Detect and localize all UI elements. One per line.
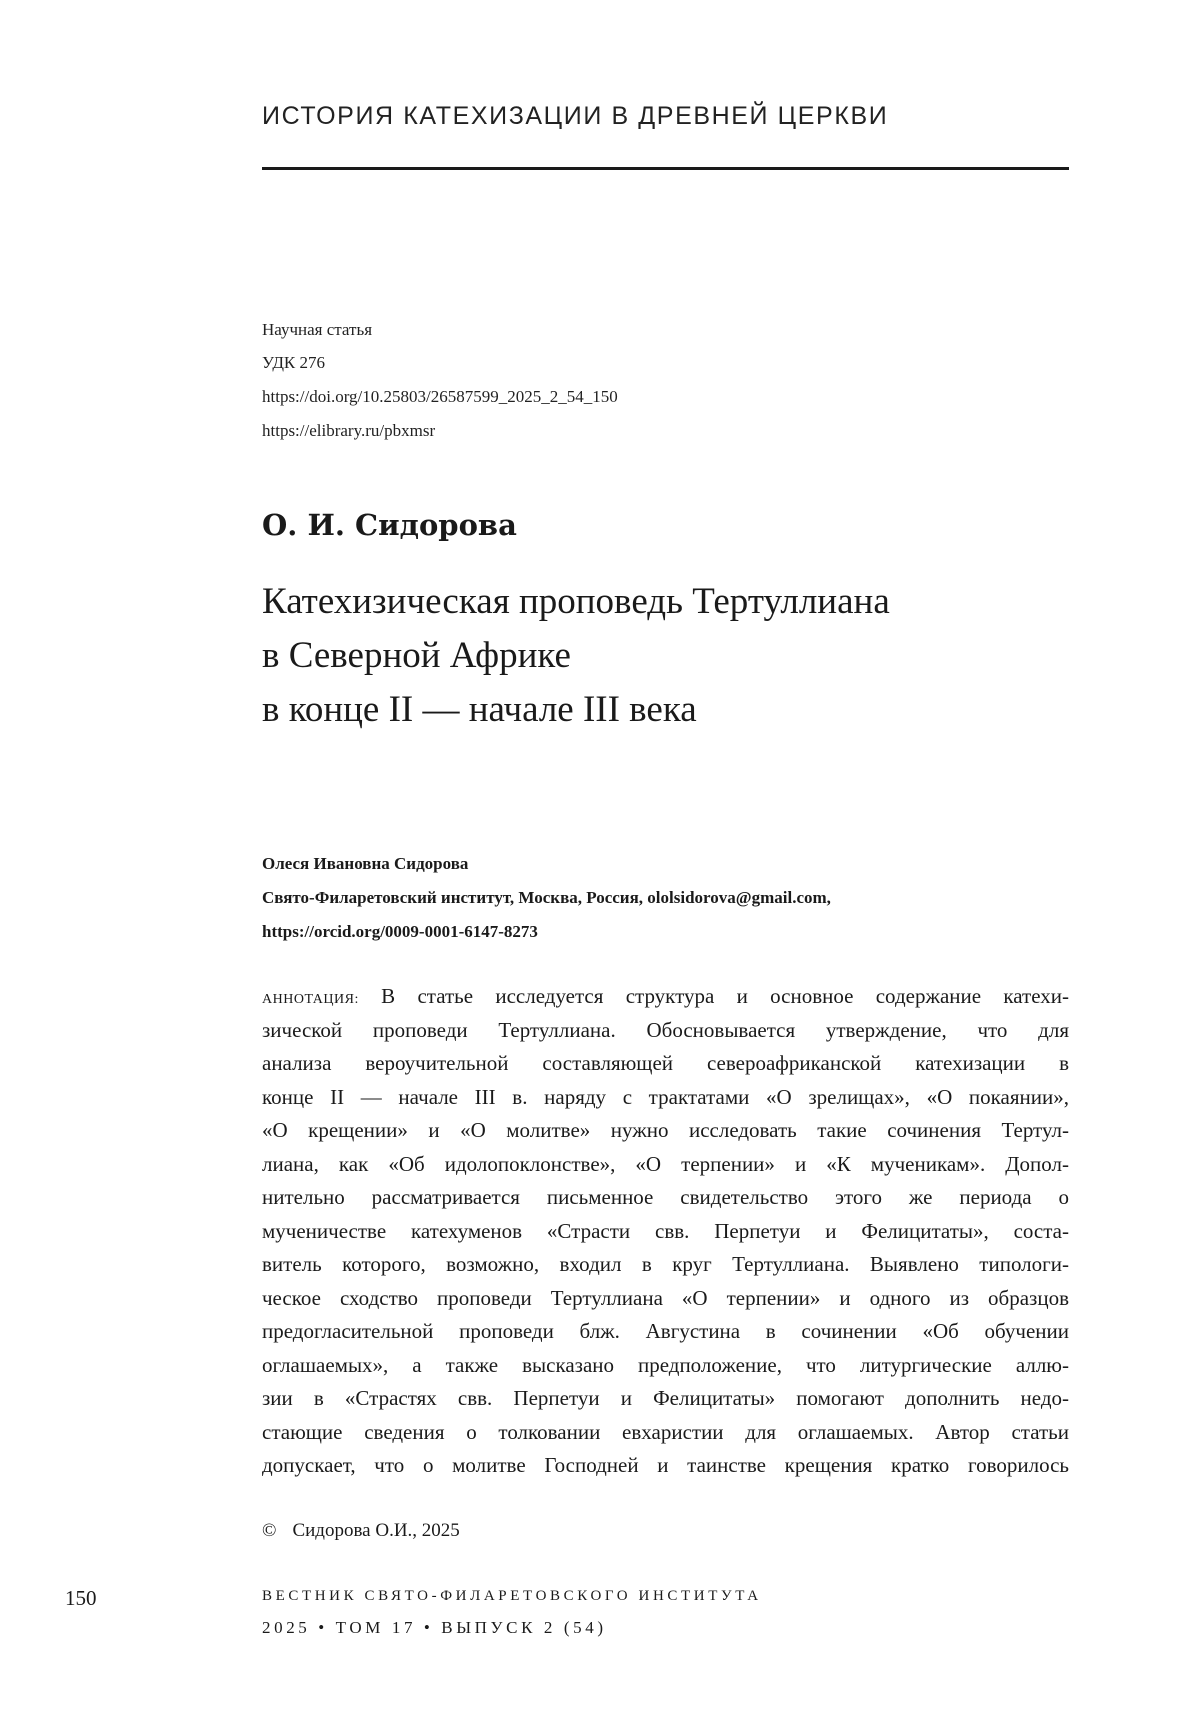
copyright-icon: © xyxy=(262,1520,277,1541)
header-rule xyxy=(262,167,1069,170)
abstract-line: лиана, как «Об идолопоклонстве», «О терпении» и «К мученикам». Допол- xyxy=(262,1151,1069,1176)
abstract-line: зии в «Страстях свв. Перпетуи и Фелицитаты» помогают дополнить недо- xyxy=(262,1386,1069,1410)
abstract-line: нительно рассматривается письменное свидетельство этого же периода о xyxy=(262,1185,1069,1209)
article-type: Научная статья xyxy=(262,320,373,339)
copyright xyxy=(262,1520,460,1542)
article-title-line: в конце II — начале III века xyxy=(262,689,697,730)
orcid-link[interactable]: https://orcid.org/0009-0001-6147-8273 xyxy=(262,922,538,941)
abstract-text: В статье исследуется структура и основное содержание катехи- xyxy=(381,984,1069,1008)
abstract-line: анализа вероучительной составляющей североафриканской катехизации в xyxy=(262,1051,1069,1075)
abstract-line: ческое сходство проповеди Тертуллиана «О терпении» и одного из образцов xyxy=(262,1285,1069,1310)
article-title-line: Катехизическая проповедь Тертуллиана xyxy=(262,581,890,622)
abstract-line: допускает, что о молитве Господней и таинстве крещения кратко говорилось xyxy=(262,1453,1069,1477)
abstract-line: «О крещении» и «О молитве» нужно исследовать такие сочинения Тертул- xyxy=(262,1118,1069,1142)
page-number: 150 xyxy=(65,1586,97,1610)
author-full-name: Олеся Ивановна Сидорова xyxy=(262,854,469,873)
abstract-label: АННОТАЦИЯ: xyxy=(262,992,359,1007)
author-short: О. И. Сидорова xyxy=(262,508,517,542)
abstract-line xyxy=(262,984,1069,1009)
abstract-line: стающие сведения о толковании евхаристии для оглашаемых. Автор статьи xyxy=(262,1419,1069,1444)
abstract-line: зической проповеди Тертуллиана. Обосновывается утверждение, что для xyxy=(262,1017,1069,1042)
abstract-line: мученичестве катехуменов «Страсти свв. Перпетуи и Фелицитаты», соста- xyxy=(262,1218,1069,1243)
journal-name: ВЕСТНИК СВЯТО-ФИЛАРЕТОВСКОГО ИНСТИТУТА xyxy=(262,1588,762,1604)
doi-link[interactable]: https://doi.org/10.25803/26587599_2025_2_54_150 xyxy=(262,387,618,406)
article-title-line: в Северной Африке xyxy=(262,635,571,676)
udc-code: УДК 276 xyxy=(262,353,326,372)
abstract-line: предогласительной проповеди блж. Августина в сочинении «Об обучении xyxy=(262,1319,1069,1343)
abstract-line: витель которого, возможно, входил в круг Тертуллиана. Выявлено типологи- xyxy=(262,1252,1069,1276)
abstract-line: оглашаемых», а также высказано предположение, что литургические аллю- xyxy=(262,1352,1069,1377)
running-header: ИСТОРИЯ КАТЕХИЗАЦИИ В ДРЕВНЕЙ ЦЕРКВИ xyxy=(262,102,889,130)
abstract-line: конце II — начале III в. наряду с трактатами «О зрелищах», «О покаянии», xyxy=(262,1084,1069,1109)
copyright-text: Сидорова О.И., 2025 xyxy=(292,1520,460,1541)
elibrary-link[interactable]: https://elibrary.ru/pbxmsr xyxy=(262,421,436,440)
journal-issue: 2025 • ТОМ 17 • ВЫПУСК 2 (54) xyxy=(262,1618,607,1637)
author-affiliation: Свято-Филаретовский институт, Москва, Россия, ololsidorova@gmail.com, xyxy=(262,888,831,907)
